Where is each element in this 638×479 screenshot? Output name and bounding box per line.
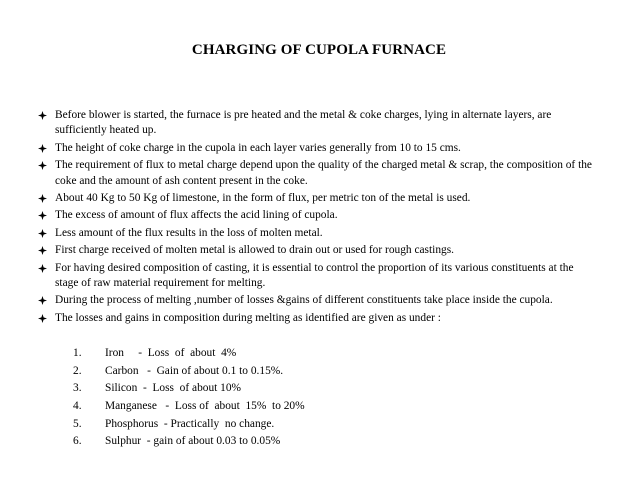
bullet-text: The excess of amount of flux affects the acid lining of cupola. — [55, 209, 338, 222]
item-text: Phosphorus - Practically no change. — [105, 417, 275, 430]
page-title: CHARGING OF CUPOLA FURNACE — [191, 42, 447, 58]
item-text: Sulphur - gain of about 0.03 to 0.05% — [105, 435, 281, 448]
item-text: Iron - Loss of about 4% — [105, 347, 237, 359]
item-number: 3. — [73, 382, 82, 395]
diamond-bullet-icon — [38, 229, 47, 238]
list-item — [0, 364, 600, 382]
list-item — [38, 311, 598, 326]
diamond-bullet-icon — [38, 194, 47, 203]
bullet-text: About 40 Kg to 50 Kg of limestone, in the form of flux, per metric ton of the metal is used. — [55, 192, 471, 205]
list-item — [38, 158, 598, 189]
diamond-bullet-icon — [38, 211, 47, 220]
list-item — [0, 417, 600, 435]
diamond-bullet-icon — [38, 144, 47, 153]
list-item — [38, 226, 598, 241]
bullet-text: The requirement of flux to metal charge depend upon the quality of the charged metal & scrap, the composition of the coke and the amount of ash content present in the coke. — [55, 159, 592, 187]
diamond-bullet-icon — [38, 296, 47, 305]
bullet-text: For having desired composition of casting, it is essential to control the proportion of its various constituents at the stage of raw material requirement for melting. — [55, 261, 574, 290]
item-text: Carbon - Gain of about 0.1 to 0.15%. — [105, 364, 284, 377]
list-item — [38, 293, 598, 308]
list-item — [38, 243, 598, 258]
list-item — [38, 108, 598, 139]
bullet-text: Before blower is started, the furnace is pre heated and the metal & coke charges, lying in alternate layers, are sufficiently heated up. — [55, 109, 552, 137]
constituent-list — [0, 346, 600, 452]
list-item — [38, 141, 598, 156]
item-number: 1. — [73, 347, 82, 359]
list-item — [0, 346, 600, 364]
bullet-text: During the process of melting ,number of losses &gains of different constituents take place inside the cupola. — [55, 294, 553, 307]
diamond-bullet-icon — [38, 264, 47, 273]
list-item — [0, 381, 600, 399]
bullet-text: The losses and gains in composition during melting as identified are given as under : — [55, 311, 441, 324]
diamond-bullet-icon — [38, 161, 47, 170]
list-item — [0, 399, 600, 417]
item-number: 5. — [73, 417, 82, 430]
list-item — [38, 261, 598, 292]
diamond-bullet-icon — [38, 314, 47, 323]
item-text: Silicon - Loss of about 10% — [105, 382, 242, 395]
list-item — [0, 434, 600, 452]
bullet-text: First charge received of molten metal is allowed to drain out or used for rough castings. — [55, 244, 454, 257]
list-item — [38, 191, 598, 206]
diamond-bullet-icon — [38, 111, 47, 120]
item-number: 4. — [73, 400, 82, 413]
bullet-text: The height of coke charge in the cupola in each layer varies generally from 10 to 15 cms. — [55, 141, 461, 154]
bullet-list — [38, 108, 598, 328]
item-text: Manganese - Loss of about 15% to 20% — [105, 400, 305, 413]
bullet-text: Less amount of the flux results in the loss of molten metal. — [55, 226, 323, 239]
item-number: 6. — [73, 435, 82, 448]
list-item — [38, 208, 598, 223]
item-number: 2. — [73, 364, 82, 377]
diamond-bullet-icon — [38, 246, 47, 255]
